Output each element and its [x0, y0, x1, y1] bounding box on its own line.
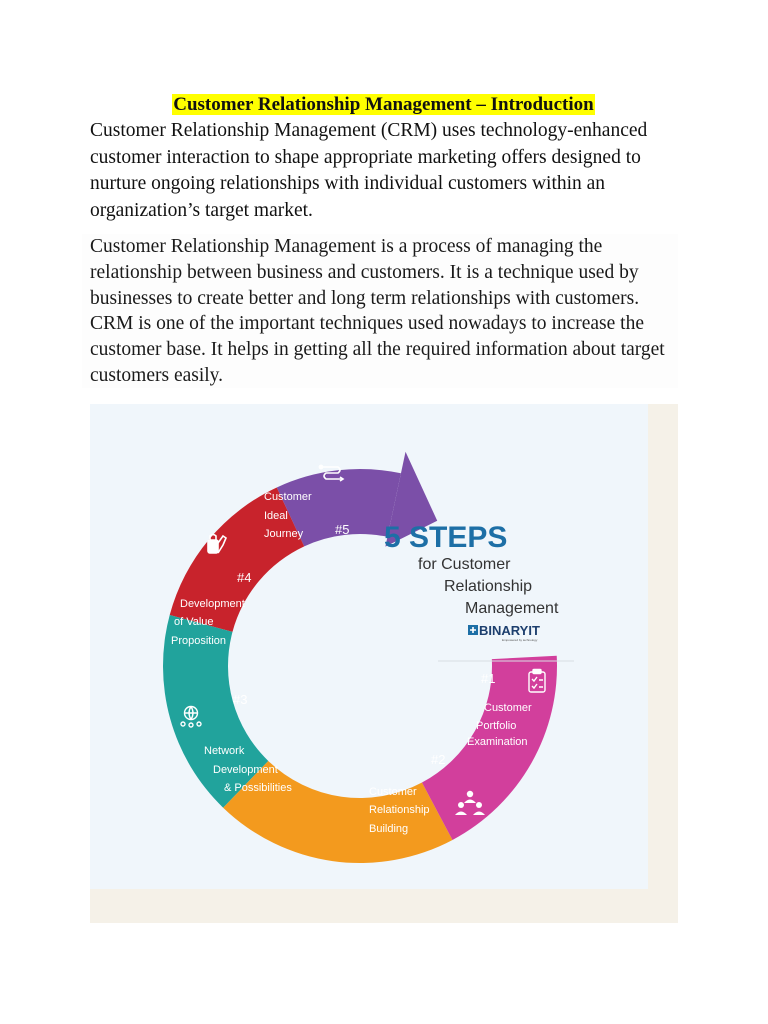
infographic-headline: 5 STEPS — [384, 521, 508, 554]
step-2-label-line-1: Customer — [369, 786, 417, 798]
step-4-label-line-3: Proposition — [171, 635, 227, 647]
page-title-text: Customer Relationship Management – Introduction — [173, 94, 594, 115]
crm-steps-infographic — [90, 404, 678, 923]
step-3-label-line-3: & Possibilities — [224, 782, 292, 794]
infographic-subtitle-line-3: Management — [465, 600, 559, 617]
step-1-label-line-1: Customer — [484, 702, 532, 714]
step-2-label-line-2: Relationship — [369, 804, 430, 816]
intro-paragraph-1: Customer Relationship Management (CRM) uses technology-enhanced customer interaction to shape appropriate marketing offers designed to nurture ongoing relationships with individual customers within an organization’s target market. — [90, 120, 648, 221]
step-4-number: #4 — [237, 570, 252, 585]
brand-name: BINARYIT — [479, 623, 540, 638]
step-3-label-line-1: Network — [204, 745, 245, 757]
step-5-number: #5 — [335, 522, 350, 537]
intro-paragraph-2: Customer Relationship Management is a process of managing the relationship between business and customers. It is a technique used by businesses to create better and long term relationships with customers. CRM is one of the important techniques used nowadays to increase the customer base. It helps in getting all the required information about target customers easily. — [90, 236, 665, 386]
step-5-label-line-2: Ideal — [264, 510, 288, 522]
infographic-subtitle-line-1: for Customer — [418, 556, 511, 573]
step-2-number: #2 — [431, 752, 446, 767]
step-1-label-line-3: Examination — [467, 736, 528, 748]
step-3-number: #3 — [233, 692, 248, 707]
intro-paragraph-2-box — [82, 234, 678, 388]
page-title — [90, 93, 677, 117]
step-1-label-line-2: Portfolio — [476, 720, 517, 732]
crm-steps-diagram — [90, 404, 678, 923]
step-5-label-line-3: Journey — [264, 528, 304, 540]
brand-tagline: Empowered by technology — [502, 638, 538, 642]
step-3-label-line-2: Development — [213, 764, 278, 776]
step-4-label-line-2: of Value — [174, 616, 214, 628]
step-1-number: #1 — [481, 671, 496, 686]
step-2-label-line-3: Building — [369, 823, 409, 835]
step-5-label-line-1: Customer — [264, 491, 312, 503]
infographic-subtitle-line-2: Relationship — [444, 578, 533, 595]
step-4-label-line-1: Development — [180, 598, 245, 610]
